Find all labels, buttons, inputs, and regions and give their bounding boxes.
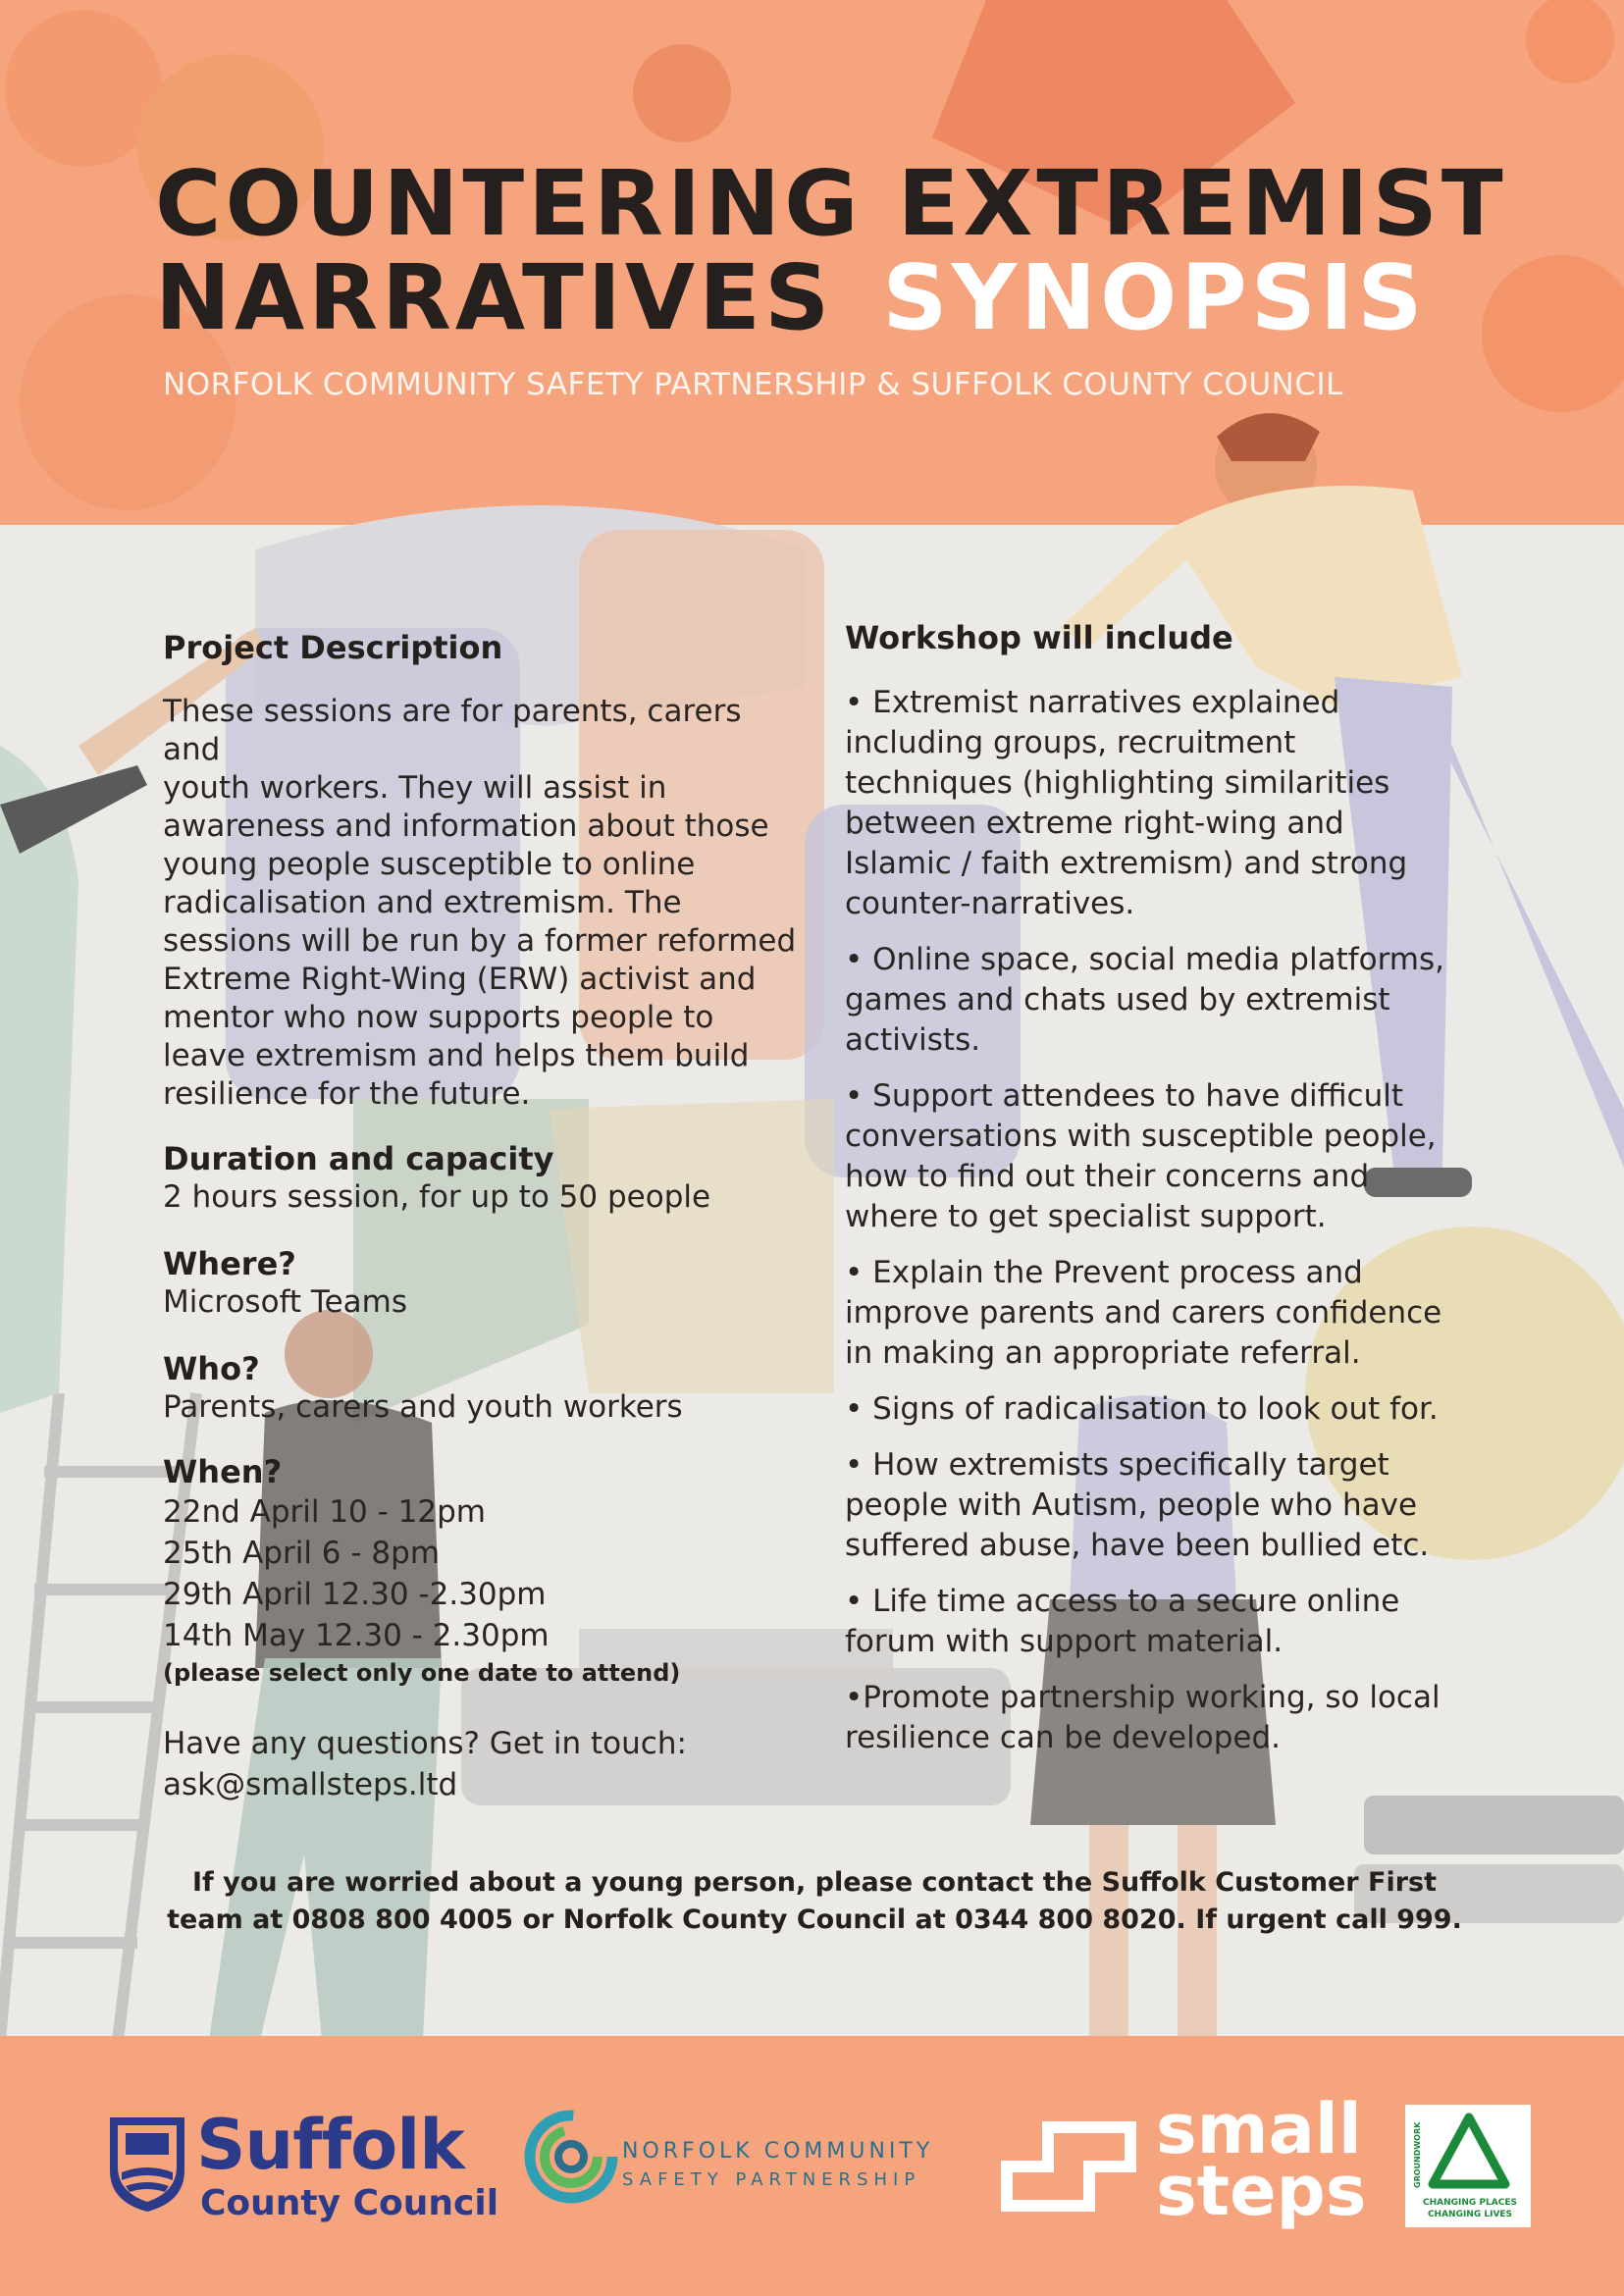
project-line: awareness and information about those (163, 809, 769, 844)
title-line-2: NARRATIVES (155, 245, 834, 350)
bullet-line: between extreme right-wing and (845, 806, 1344, 841)
norfolk-logo-line-2: SAFETY PARTNERSHIP (622, 2169, 921, 2190)
bullet-line: •Promote partnership working, so local (845, 1680, 1441, 1715)
duration-heading: Duration and capacity (163, 1140, 554, 1177)
bullet-line: • Extremist narratives explained (845, 685, 1340, 720)
where-text: Microsoft Teams (163, 1284, 408, 1320)
workshop-bullet (845, 683, 1473, 924)
session-date: 14th May 12.30 - 2.30pm (163, 1618, 550, 1653)
who-heading: Who? (163, 1350, 260, 1387)
bullet-line: techniques (highlighting similarities (845, 765, 1390, 801)
workshop-bullet (845, 1389, 1473, 1430)
workshop-bullet (845, 1678, 1473, 1758)
bullet-line: • Life time access to a secure online (845, 1584, 1400, 1619)
norfolk-logo-line-1: NORFOLK COMMUNITY (622, 2139, 934, 2164)
bullet-line: in making an appropriate referral. (845, 1335, 1361, 1371)
suffolk-crest-icon (106, 2112, 188, 2214)
bullet-line: people with Autism, people who have (845, 1487, 1418, 1523)
bullet-line: • Explain the Prevent process and (845, 1255, 1363, 1290)
groundwork-triangle-icon (1427, 2112, 1511, 2190)
duration-text: 2 hours session, for up to 50 people (163, 1179, 711, 1215)
bullet-line: • Signs of radicalisation to look out for. (845, 1391, 1439, 1427)
title-line-1: COUNTERING EXTREMIST (155, 151, 1507, 256)
bullet-line: Islamic / faith extremism) and strong (845, 846, 1408, 881)
bullet-line: • How extremists specifically target (845, 1447, 1389, 1483)
date-note: (please select only one date to attend) (163, 1659, 681, 1687)
session-date: 22nd April 10 - 12pm (163, 1494, 486, 1530)
project-line: youth workers. They will assist in (163, 770, 667, 806)
groundwork-tagline-2: CHANGING LIVES (1427, 2210, 1513, 2219)
small-steps-icon (999, 2117, 1138, 2216)
workshop-bullet (845, 1582, 1473, 1662)
bullet-line: counter-narratives. (845, 886, 1135, 921)
bullet-line: suffered abuse, have been bullied etc. (845, 1528, 1430, 1563)
workshop-bullet (845, 1253, 1473, 1374)
project-description (163, 693, 801, 1114)
workshop-bullet (845, 1445, 1473, 1566)
small-steps-logo-line-2: steps (1156, 2151, 1367, 2231)
bullet-line: including groups, recruitment (845, 725, 1296, 760)
title-accent: SYNOPSIS (882, 245, 1427, 350)
left-column (163, 628, 801, 1805)
bullet-line: • Online space, social media platforms, (845, 942, 1445, 977)
small-steps-logo-line-1: small (1156, 2089, 1362, 2169)
safeguarding-notice (118, 1864, 1511, 1939)
notice-line-2: team at 0808 800 4005 or Norfolk County Council at 0344 800 8020. If urgent call 999. (167, 1905, 1462, 1935)
project-heading: Project Description (163, 629, 503, 666)
who-text: Parents, carers and youth workers (163, 1389, 683, 1425)
bullet-line: games and chats used by extremist (845, 982, 1390, 1018)
bullet-line: where to get specialist support. (845, 1199, 1327, 1234)
contact-email[interactable]: ask@smallsteps.ltd (163, 1767, 458, 1802)
project-line: young people susceptible to online (163, 847, 696, 882)
project-line: These sessions are for parents, carers and (163, 694, 742, 767)
right-column (845, 618, 1473, 1774)
bullet-line: • Support attendees to have difficult (845, 1078, 1404, 1114)
bullet-line: activists. (845, 1022, 981, 1058)
project-line: mentor who now supports people to (163, 1000, 714, 1035)
page-title (155, 151, 1507, 350)
session-date: 29th April 12.30 -2.30pm (163, 1577, 547, 1612)
partnership-subtitle: NORFOLK COMMUNITY SAFETY PARTNERSHIP & SUFFOLK COUNTY COUNCIL (163, 367, 1343, 402)
session-date: 25th April 6 - 8pm (163, 1536, 441, 1571)
workshop-bullet (845, 940, 1473, 1061)
questions-text: Have any questions? Get in touch: (163, 1726, 687, 1761)
project-line: Extreme Right-Wing (ERW) activist and (163, 962, 757, 997)
groundwork-tagline-1: CHANGING PLACES (1423, 2198, 1517, 2208)
project-line: sessions will be run by a former reformed (163, 923, 797, 959)
suffolk-logo-subtitle: County Council (200, 2183, 499, 2223)
project-line: resilience for the future. (163, 1076, 531, 1112)
suffolk-logo-name: Suffolk (196, 2105, 464, 2185)
bullet-line: how to find out their concerns and (845, 1159, 1370, 1194)
groundwork-brand: GROUNDWORK (1413, 2121, 1422, 2188)
where-heading: Where? (163, 1245, 296, 1282)
when-heading: When? (163, 1453, 283, 1490)
project-line: leave extremism and helps them build (163, 1038, 750, 1073)
workshop-bullet (845, 1076, 1473, 1237)
workshop-heading: Workshop will include (845, 619, 1233, 656)
bullet-line: resilience can be developed. (845, 1720, 1281, 1755)
bullet-line: forum with support material. (845, 1624, 1283, 1659)
bullet-line: improve parents and carers confidence (845, 1295, 1442, 1331)
bullet-line: conversations with susceptible people, (845, 1119, 1437, 1154)
norfolk-ring-icon (522, 2108, 620, 2206)
project-line: radicalisation and extremism. The (163, 885, 682, 920)
notice-line-1: If you are worried about a young person, please contact the Suffolk Customer First (191, 1867, 1437, 1898)
